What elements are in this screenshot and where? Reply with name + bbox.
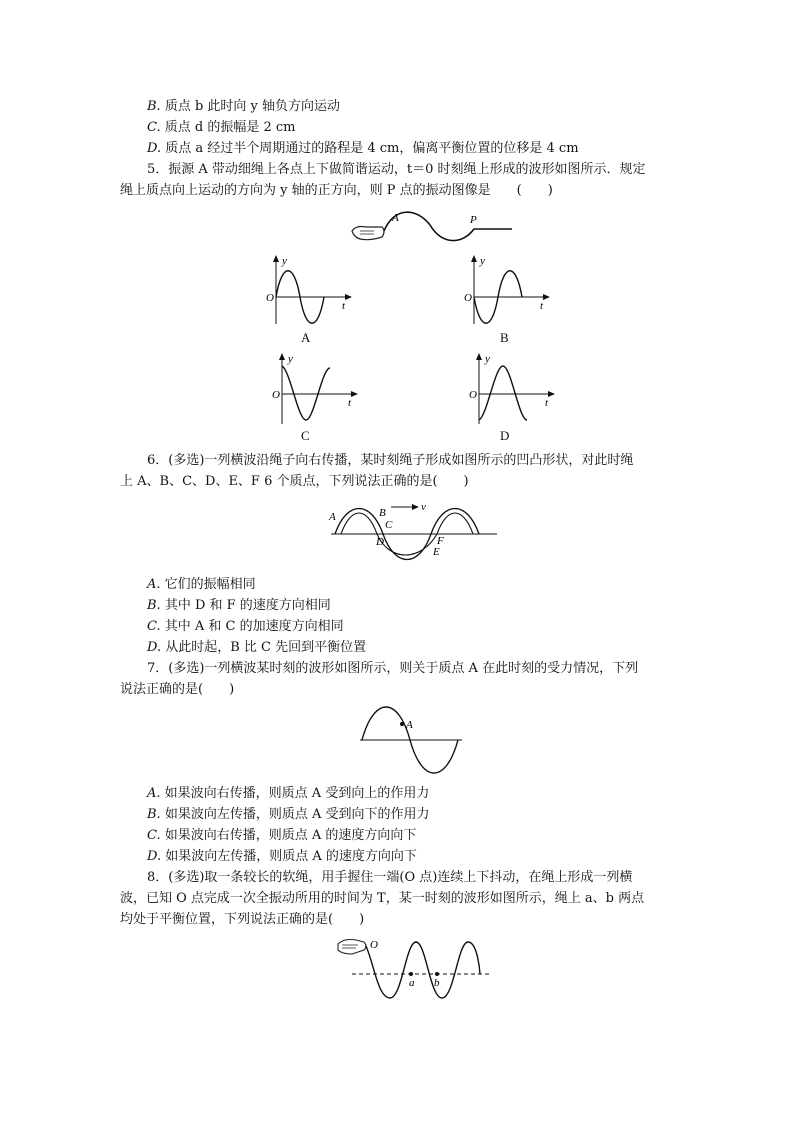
origin-label: O (272, 389, 280, 401)
choice-d-caption: D (500, 428, 510, 443)
q5-graph-c (268, 350, 360, 426)
axis-y-label: y (288, 353, 293, 365)
option-text: 如果波向右传播，则质点 A 的速度方向向下 (160, 828, 417, 843)
wave-curve (366, 942, 480, 998)
rope-wave (384, 212, 512, 240)
option-text: 从此时起，B 比 C 先回到平衡位置 (161, 640, 367, 655)
option-letter: C. (147, 828, 161, 843)
hand-icon (338, 940, 366, 955)
axis-y-label: y (480, 255, 485, 267)
origin-label: O (469, 389, 477, 401)
q8-stem-line-3: 均处于平衡位置，下列说法正确的是( ) (120, 912, 365, 927)
q7-option-a (147, 785, 429, 803)
q6-stem-line-2: 上 A、B、C、D、E、F 6 个质点，下列说法正确的是( ) (120, 474, 469, 489)
label-c: C (385, 519, 393, 531)
choice-c-caption: C (301, 428, 310, 443)
label-p: P (470, 214, 477, 226)
label-a: A (392, 212, 399, 224)
option-text: 它们的振幅相同 (160, 577, 256, 592)
point-a (409, 972, 413, 976)
option-text: 质点 b 此时向 y 轴负方向运动 (160, 99, 341, 114)
hand-finger-lines (342, 945, 358, 948)
q6-option-c (147, 618, 344, 636)
option-text: 质点 a 经过半个周期通过的路程是 4 cm，偏离平衡位置的位移是 4 cm (161, 141, 579, 156)
label-b: B (379, 507, 386, 519)
point-b (435, 972, 439, 976)
option-letter: C. (147, 120, 161, 135)
origin-label: O (266, 292, 274, 304)
q5-graph-d (465, 350, 557, 426)
q4-option-c (147, 119, 296, 137)
q5-rope-figure (350, 205, 520, 247)
curve (282, 366, 330, 420)
option-letter: D. (147, 640, 162, 655)
axis-t-label: t (540, 300, 544, 312)
option-text: 质点 d 的振幅是 2 cm (160, 120, 296, 135)
label-b: b (434, 977, 440, 989)
q7-stem-line-1: 7．(多选)一列横波某时刻的波形如图所示，则关于质点 A 在此时刻的受力情况，下列 (147, 661, 639, 676)
option-letter: D. (147, 141, 162, 156)
choice-a-caption: A (301, 330, 311, 345)
axis-y-label: y (282, 255, 287, 267)
option-letter: A. (147, 577, 161, 592)
option-text: 如果波向左传播，则质点 A 的速度方向向下 (161, 849, 417, 864)
label-e: E (433, 546, 440, 558)
hand-finger-lines (360, 231, 374, 234)
axis-t-label: t (342, 300, 346, 312)
q7-option-d (147, 848, 417, 866)
q7-option-c (147, 827, 416, 845)
q5-stem-line-2: 绳上质点向上运动的方向为 y 轴的正方向，则 P 点的振动图像是 ( ) (120, 183, 553, 198)
q6-rope-figure (325, 498, 500, 566)
label-a: A (406, 719, 413, 731)
option-letter: B. (147, 807, 161, 822)
q6-stem-line-1: 6．(多选)一列横波沿绳子向右传播，某时刻绳子形成如图所示的凹凸形状，对此时绳 (147, 453, 634, 468)
q6-option-a (147, 576, 256, 594)
q6-option-d (147, 639, 366, 657)
axis-y-label: y (485, 353, 490, 365)
point-a (400, 722, 404, 726)
option-text: 如果波向左传播，则质点 A 受到向下的作用力 (160, 807, 430, 822)
label-o: O (370, 939, 378, 951)
q6-option-b (147, 597, 331, 615)
origin-label: O (464, 292, 472, 304)
option-letter: B. (147, 598, 161, 613)
q5-graph-a (262, 252, 354, 326)
label-f: F (437, 535, 444, 547)
q8-rope-figure (334, 934, 494, 1004)
option-text: 其中 D 和 F 的速度方向相同 (160, 598, 331, 613)
q4-option-b (147, 98, 340, 116)
q8-stem-line-1: 8．(多选)取一条较长的软绳，用手握住一端(O 点)连续上下抖动，在绳上形成一列横 (147, 870, 633, 885)
hand-icon (352, 227, 384, 240)
label-a: A (329, 511, 336, 523)
q5-graph-b (460, 252, 552, 326)
option-letter: A. (147, 786, 161, 801)
option-text: 如果波向右传播，则质点 A 受到向上的作用力 (160, 786, 430, 801)
q8-stem-line-2: 波，已知 O 点完成一次全振动所用的时间为 T，某一时刻的波形如图所示，绳上 a、b 两点 (120, 891, 645, 906)
q4-option-d (147, 140, 579, 158)
axis-t-label: t (348, 397, 352, 409)
q5-stem-line-1: 5．振源 A 带动细绳上各点上下做简谐运动，t＝0 时刻绳上形成的波形如图所示．规定 (147, 162, 646, 177)
option-letter: B. (147, 99, 161, 114)
label-d: D (376, 536, 384, 548)
q7-option-b (147, 806, 429, 824)
label-a: a (409, 977, 415, 989)
choice-b-caption: B (500, 330, 509, 345)
option-letter: D. (147, 849, 162, 864)
option-text: 其中 A 和 C 的加速度方向相同 (160, 619, 344, 634)
axis-t-label: t (545, 397, 549, 409)
q7-wave-figure (358, 704, 464, 776)
option-letter: C. (147, 619, 161, 634)
q7-stem-line-2: 说法正确的是( ) (120, 682, 235, 697)
velocity-label: v (421, 501, 426, 513)
curve (479, 366, 527, 420)
